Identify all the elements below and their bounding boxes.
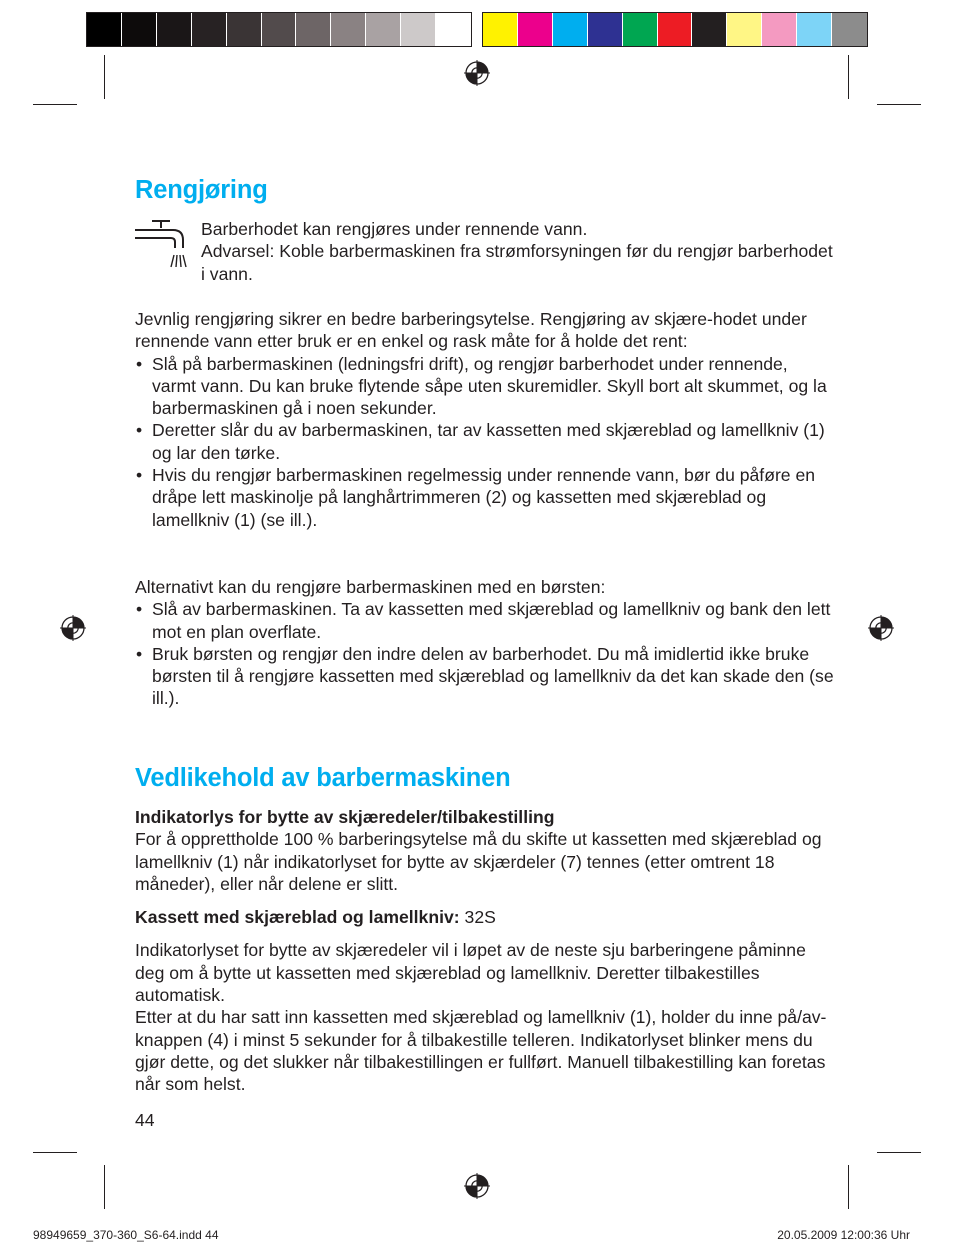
crop-mark [848, 1165, 849, 1209]
color-swatch [483, 13, 518, 46]
crop-mark [848, 55, 849, 99]
color-swatch [762, 13, 797, 46]
page-number: 44 [135, 1110, 155, 1130]
color-swatch [658, 13, 693, 46]
color-swatch [122, 13, 157, 46]
brush-instructions [135, 576, 835, 710]
color-swatch [588, 13, 623, 46]
color-swatch [518, 13, 553, 46]
cassette-label: Kassett med skjæreblad og lamellkniv: [135, 907, 460, 928]
cleaning-intro: Jevnlig rengjøring sikrer en bedre barberingsytelse. Rengjøring av skjære-hodet under rennende vann etter bruk er en enkel og rask måte for å holde det rent: [135, 309, 807, 352]
section-title-maintenance: Vedlikehold av barbermaskinen [135, 764, 511, 792]
paragraph: For å opprettholde 100 % barberingsytelse må du skifte ut kassetten med skjæreblad og lamellkniv (1) når indikatorlyset for bytte av skjærdeler (7) tennes (etter omtrent 18 måneder), eller når delene er slitt. [135, 829, 822, 894]
registration-mark-icon [60, 615, 86, 641]
color-swatch [192, 13, 227, 46]
color-swatch [87, 13, 122, 46]
list-item: • Slå av barbermaskinen. Ta av kassetten med skjæreblad og lamellkniv og bank den lett mot en plan overflate. [135, 598, 835, 643]
color-swatch [157, 13, 192, 46]
color-swatch [296, 13, 331, 46]
crop-mark [33, 104, 77, 105]
tap-icon [133, 219, 191, 273]
list-item: • Deretter slår du av barbermaskinen, tar av kassetten med skjæreblad og lamellkniv (1) og lar den tørke. [135, 419, 835, 464]
paragraph: Indikatorlyset for bytte av skjæredeler vil i løpet av de neste sju barberingene påminne deg om å bytte ut kassetten med skjæreblad og lamellkniv. Deretter tilbakestilles automatisk. [135, 940, 806, 1006]
color-swatch [436, 13, 471, 46]
subheading: Indikatorlys for bytte av skjæredeler/tilbakestilling [135, 807, 555, 827]
registration-mark-icon [464, 1173, 490, 1199]
color-swatch [331, 13, 366, 46]
crop-mark [33, 1152, 77, 1153]
color-swatch [401, 13, 436, 46]
brush-intro: Alternativt kan du rengjøre barbermaskinen med en børsten: [135, 577, 606, 597]
paragraph: Etter at du har satt inn kassetten med skjæreblad og lamellkniv (1), holder du inne på/av-knappen (4) i minst 5 sekunder for å tilbakestille telleren. Indikatorlyset blinker mens du gjør dette, og det slukker når tilbakestillingen er fullført. Manuell tilbakestilling kan foretas når som helst. [135, 1007, 827, 1095]
color-swatch [262, 13, 297, 46]
notice-line: Barberhodet kan rengjøres under rennende vann. [201, 219, 588, 239]
color-swatch [727, 13, 762, 46]
crop-mark [877, 104, 921, 105]
footer-timestamp: 20.05.2009 12:00:36 Uhr [777, 1228, 910, 1242]
maintenance-instructions [135, 806, 835, 1096]
cassette-spec [135, 906, 835, 928]
cleaning-instructions [135, 308, 835, 531]
water-cleaning-notice [201, 218, 841, 285]
section-title-cleaning: Rengjøring [135, 176, 268, 204]
color-swatch [227, 13, 262, 46]
registration-mark-icon [464, 60, 490, 86]
process-color-bar [482, 12, 868, 47]
crop-mark [104, 1165, 105, 1209]
crop-mark [104, 55, 105, 99]
color-swatch [553, 13, 588, 46]
color-swatch [797, 13, 832, 46]
footer-file-name: 98949659_370-360_S6-64.indd 44 [33, 1228, 219, 1242]
color-swatch [623, 13, 658, 46]
list-item: • Hvis du rengjør barbermaskinen regelmessig under rennende vann, bør du påføre en dråpe lett maskinolje på langhårtrimmeren (2) og kassetten med skjæreblad og lamellkniv (1) (se ill.). [135, 464, 835, 531]
grayscale-color-bar [86, 12, 472, 47]
registration-mark-icon [868, 615, 894, 641]
list-item: • Bruk børsten og rengjør den indre delen av barberhodet. Du må imidlertid ikke bruke børsten til å rengjøre kassetten med skjæreblad og lamellkniv da det kan skade den (se ill.). [135, 643, 835, 710]
cassette-value: 32S [464, 907, 496, 928]
list-item: • Slå på barbermaskinen (ledningsfri drift), og rengjør barberhodet under rennende, varmt vann. Du kan bruke flytende såpe uten skuremidler. Skyll bort alt skummet, og la barbermaskinen gå i noen sekunder. [135, 353, 835, 420]
color-swatch [692, 13, 727, 46]
color-swatch [366, 13, 401, 46]
color-swatch [832, 13, 867, 46]
crop-mark [877, 1152, 921, 1153]
warning-line: Advarsel: Koble barbermaskinen fra strømforsyningen før du rengjør barberhodet i vann. [201, 241, 833, 284]
